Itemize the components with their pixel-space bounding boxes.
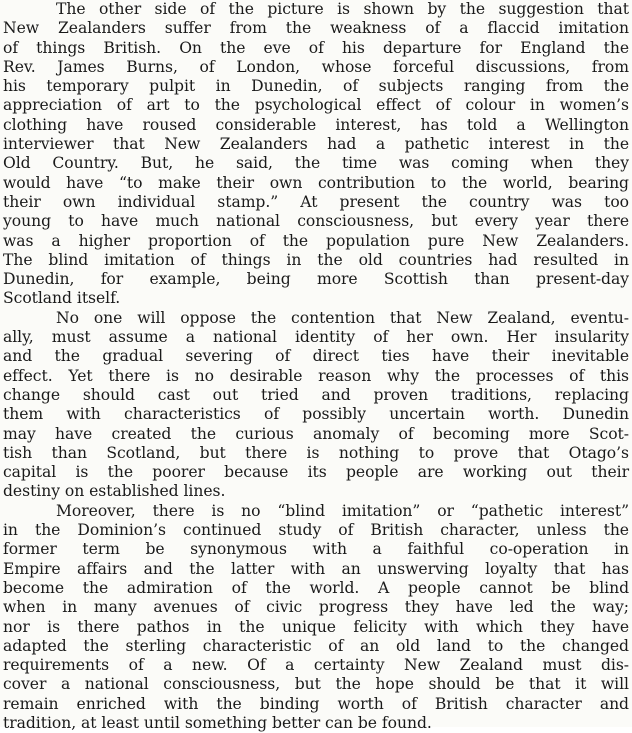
text-line: The other side of the picture is shown by the suggestion that	[56, 0, 629, 18]
paragraph-3	[0, 502, 632, 733]
text-line: remain enriched with the binding worth of British character and	[3, 694, 629, 713]
text-line: tish than Scotland, but there is nothing to prove that Otago’s	[3, 443, 629, 462]
text-line: No one will oppose the contention that New Zealand, eventu-	[56, 308, 629, 327]
text-line: requirements of a new. Of a certainty New Zealand must dis-	[3, 656, 629, 675]
text-line: clothing have roused considerable interest, has told a Wellington	[3, 115, 629, 134]
text-line: Dunedin, for example, being more Scottish than present-day	[3, 270, 629, 289]
text-line: them with characteristics of possibly uncertain worth. Dunedin	[3, 405, 629, 424]
text-line: young to have much national consciousness, but every year there	[3, 212, 629, 231]
text-line: effect. Yet there is no desirable reason why the processes of this	[3, 366, 629, 385]
text-line: may have created the curious anomaly of becoming more Scot-	[3, 424, 629, 443]
text-line: his temporary pulpit in Dunedin, of subjects ranging from the	[3, 77, 629, 96]
text-line: when in many avenues of civic progress they have led the way;	[3, 598, 629, 617]
text-line: become the admiration of the world. A people cannot be blind	[3, 578, 629, 597]
text-line: cover a national consciousness, but the hope should be that it will	[3, 675, 629, 694]
text-line: appreciation of art to the psychological effect of colour in women’s	[3, 96, 629, 115]
text-line: capital is the poorer because its people are working out their	[3, 463, 629, 482]
text-line: of things British. On the eve of his departure for England the	[3, 38, 629, 57]
text-line: was a higher proportion of the population pure New Zealanders.	[3, 231, 629, 250]
text-line: Empire affairs and the latter with an unswerving loyalty that has	[3, 559, 629, 578]
text-line: interviewer that New Zealanders had a pathetic interest in the	[3, 135, 629, 154]
text-line: Rev. James Burns, of London, whose forceful discussions, from	[3, 57, 629, 76]
text-line: ally, must assume a national identity of her own. Her insularity	[3, 328, 629, 347]
paragraph-2	[0, 309, 632, 502]
text-line: destiny on established lines.	[3, 482, 226, 501]
text-line: tradition, at least until something better can be found.	[3, 713, 432, 732]
text-line: former term be synonymous with a faithful co-operation in	[3, 540, 629, 559]
text-line: and the gradual severing of direct ties have their inevitable	[3, 347, 629, 366]
text-line: their own individual stamp.” At present the country was too	[3, 192, 629, 211]
text-line: in the Dominion’s continued study of British character, unless the	[3, 521, 629, 540]
paragraph-1	[0, 0, 632, 309]
text-line: adapted the sterling characteristic of an old land to the changed	[3, 636, 629, 655]
text-line: would have “to make their own contribution to the world, bearing	[3, 173, 629, 192]
text-line: Scotland itself.	[3, 289, 121, 308]
text-line: The blind imitation of things in the old countries had resulted in	[3, 250, 629, 269]
text-line: nor is there pathos in the unique felicity with which they have	[3, 617, 629, 636]
text-line: Moreover, there is no “blind imitation” or “pathetic interest”	[56, 501, 629, 520]
text-line: Old Country. But, he said, the time was coming when they	[3, 154, 629, 173]
text-line: New Zealanders suffer from the weakness of a flaccid imitation	[3, 19, 629, 38]
text-line: change should cast out tried and proven traditions, replacing	[3, 385, 629, 404]
